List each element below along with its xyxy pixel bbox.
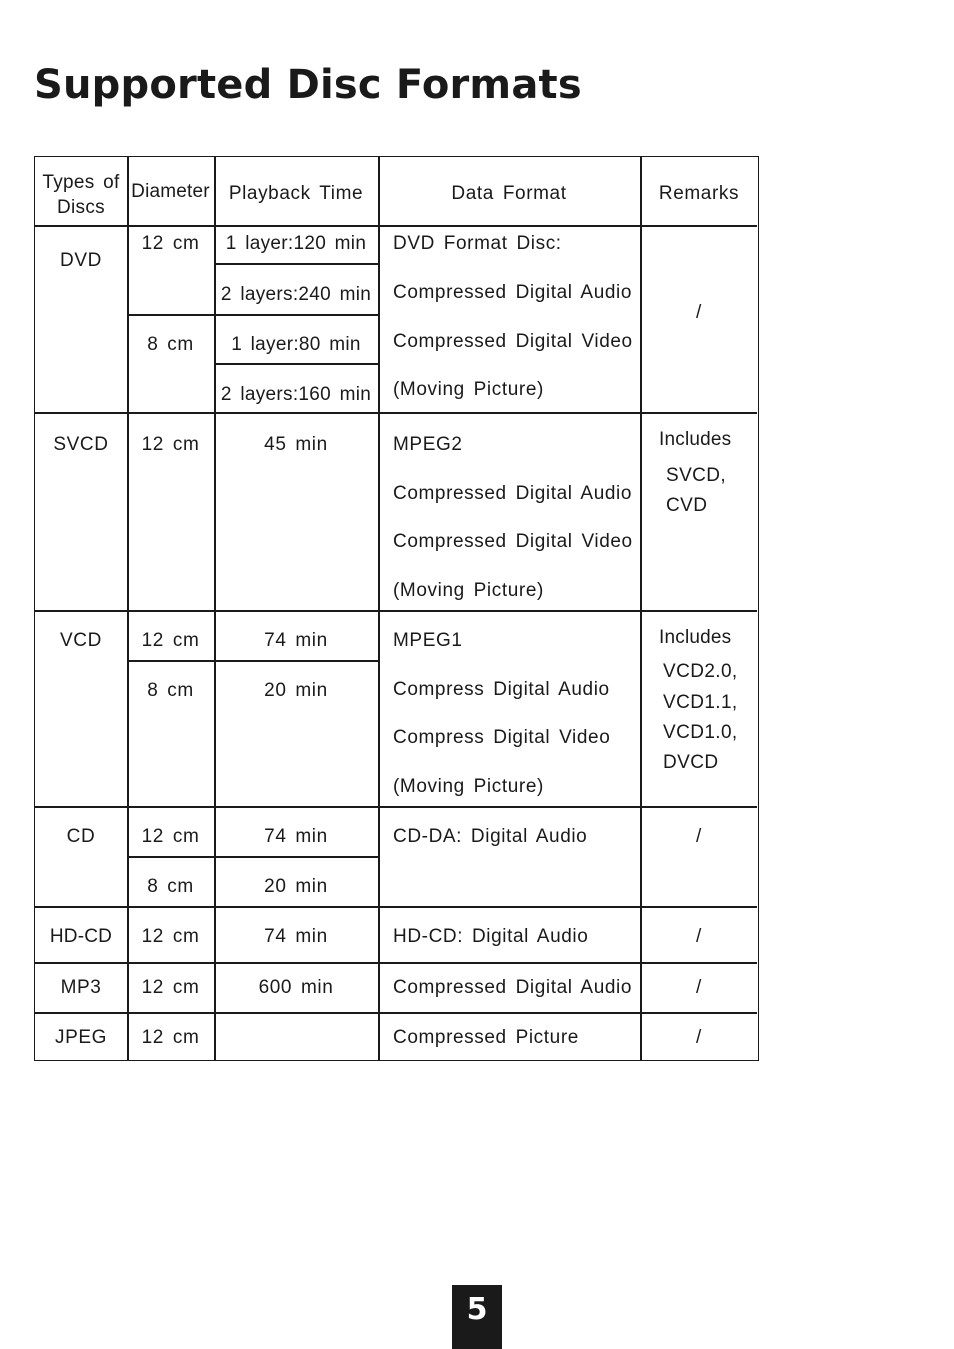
dvd-diameter-12: 12 cm	[141, 233, 200, 254]
sub-row-divider	[128, 314, 378, 316]
hdcd-remarks: /	[696, 926, 702, 947]
sub-row-divider	[215, 263, 378, 265]
sub-row-divider	[128, 856, 378, 858]
page-number: 5	[452, 1285, 502, 1349]
vcd-remarks-1: Includes	[659, 627, 732, 648]
svcd-format-2: Compressed Digital Audio	[393, 483, 633, 504]
cd-type: CD	[66, 826, 96, 847]
vcd-format-3: Compress Digital Video	[393, 727, 611, 748]
vcd-remarks-3: VCD1.1,	[663, 692, 738, 713]
hdcd-type: HD-CD	[49, 926, 113, 947]
svcd-remarks-1: Includes	[659, 429, 732, 450]
cd-diameter-8: 8 cm	[147, 876, 194, 897]
dvd-time-3: 1 layer:80 min	[231, 334, 361, 355]
sub-row-divider	[128, 660, 378, 662]
header-types-line1: Types of	[42, 172, 120, 193]
svcd-diameter: 12 cm	[141, 434, 200, 455]
disc-formats-table	[34, 156, 759, 1061]
vcd-time-2: 20 min	[264, 680, 328, 701]
hdcd-time: 74 min	[264, 926, 328, 947]
jpeg-diameter: 12 cm	[141, 1027, 200, 1048]
header-data-format: Data Format	[451, 183, 567, 204]
sub-row-divider	[215, 363, 378, 365]
mp3-time: 600 min	[258, 977, 334, 998]
header-diameter: Diameter	[131, 181, 210, 202]
cd-remarks: /	[696, 826, 702, 847]
header-types	[35, 172, 127, 219]
dvd-remarks: /	[696, 302, 702, 323]
cd-time-2: 20 min	[264, 876, 328, 897]
dvd-format-3: Compressed Digital Video	[393, 331, 633, 352]
hdcd-format: HD-CD: Digital Audio	[393, 926, 589, 947]
header-types-line2: Discs	[57, 197, 105, 218]
mp3-format: Compressed Digital Audio	[393, 977, 633, 998]
cd-format: CD-DA: Digital Audio	[393, 826, 588, 847]
header-playback: Playback Time	[228, 183, 364, 204]
vcd-time-1: 74 min	[264, 630, 328, 651]
dvd-format-4: (Moving Picture)	[393, 379, 544, 400]
svcd-format-1: MPEG2	[393, 434, 463, 455]
svcd-format-3: Compressed Digital Video	[393, 531, 633, 552]
row-divider	[35, 806, 757, 808]
vcd-diameter-8: 8 cm	[147, 680, 194, 701]
header-remarks: Remarks	[658, 183, 740, 204]
vcd-format-4: (Moving Picture)	[393, 776, 544, 797]
dvd-diameter-8: 8 cm	[147, 334, 194, 355]
svcd-time: 45 min	[264, 434, 328, 455]
vcd-remarks-2: VCD2.0,	[663, 661, 738, 682]
page-title: Supported Disc Formats	[34, 62, 582, 108]
mp3-type: MP3	[60, 977, 102, 998]
dvd-time-2: 2 layers:240 min	[220, 284, 372, 305]
row-divider	[35, 1012, 757, 1014]
cd-diameter-12: 12 cm	[141, 826, 200, 847]
dvd-time-4: 2 layers:160 min	[220, 384, 372, 405]
svcd-remarks-3: CVD	[666, 495, 708, 516]
vcd-format-2: Compress Digital Audio	[393, 679, 610, 700]
cd-time-1: 74 min	[264, 826, 328, 847]
col-divider	[378, 157, 380, 1060]
vcd-type: VCD	[60, 630, 102, 651]
dvd-time-1: 1 layer:120 min	[225, 233, 367, 254]
svcd-remarks-2: SVCD,	[666, 465, 727, 486]
row-divider	[35, 225, 757, 227]
svcd-type: SVCD	[53, 434, 109, 455]
svcd-format-4: (Moving Picture)	[393, 580, 544, 601]
dvd-format-2: Compressed Digital Audio	[393, 282, 633, 303]
mp3-remarks: /	[696, 977, 702, 998]
row-divider	[35, 610, 757, 612]
jpeg-remarks: /	[696, 1027, 702, 1048]
jpeg-format: Compressed Picture	[393, 1027, 579, 1048]
mp3-diameter: 12 cm	[141, 977, 200, 998]
dvd-format-1: DVD Format Disc:	[393, 233, 562, 254]
col-divider	[127, 157, 129, 1060]
row-divider	[35, 412, 757, 414]
dvd-type: DVD	[60, 250, 102, 271]
row-divider	[35, 962, 757, 964]
vcd-remarks-4: VCD1.0,	[663, 722, 738, 743]
jpeg-type: JPEG	[54, 1027, 108, 1048]
vcd-remarks-5: DVCD	[663, 752, 719, 773]
vcd-format-1: MPEG1	[393, 630, 463, 651]
vcd-diameter-12: 12 cm	[141, 630, 200, 651]
col-divider	[640, 157, 642, 1060]
row-divider	[35, 906, 757, 908]
hdcd-diameter: 12 cm	[141, 926, 200, 947]
